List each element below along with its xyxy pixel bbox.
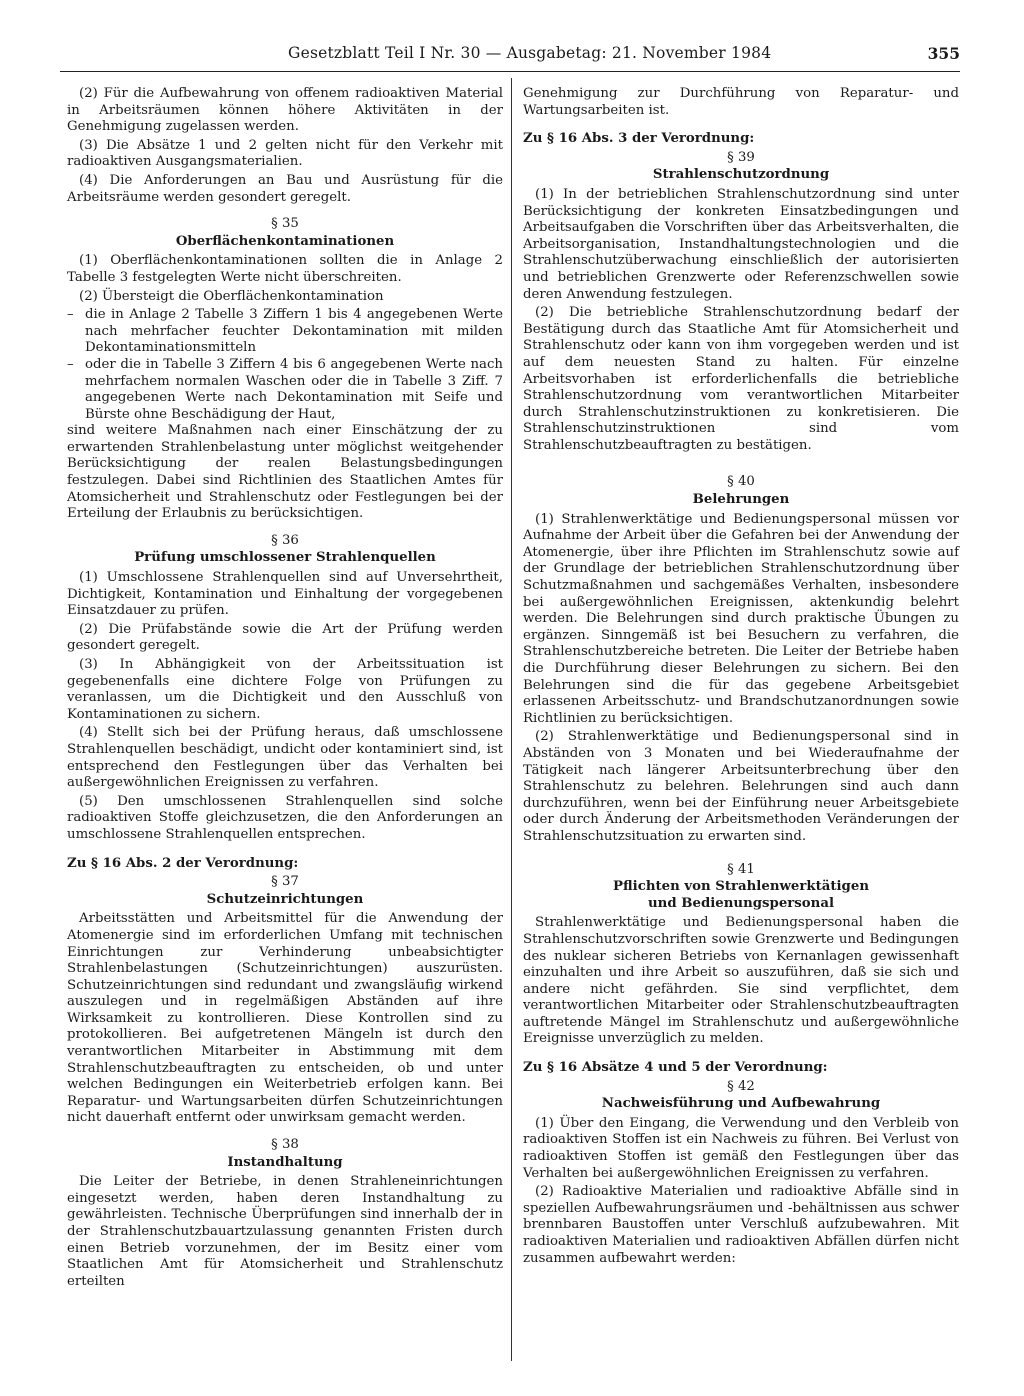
section-title: Schutzeinrichtungen [206,891,364,907]
dash-item: – die in Anlage 2 Tabelle 3 Ziffern 1 bis 4 angegebenen Werte nach mehrfacher feuchter Dekontamination mit milden Dekontaminationsmitteln [67,307,503,356]
paragraph: Strahlenwerktätige und Bedienungspersonal haben die Strahlenschutzvorschriften sowie Grenzwerte und Bedingungen des nuklear sicheren Betriebs von Kernanlagen gewissenhaft einzuhalten und ihre Arbeit so auszuführen, daß sie sich und andere nicht gefährden. Sie sind verpflichtet, dem verantwortlichen Mitarbeiter oder Strahlenschutzbeauftragten auftretende Mängel im Strahlenschutz und außergewöhnliche Ereignisse unverzüglich zu melden. [523,915,959,1047]
running-head: Gesetzblatt Teil I Nr. 30 — Ausgabetag: 21. November 1984 [288,44,772,62]
paragraph: (3) Die Absätze 1 und 2 gelten nicht für den Verkehr mit radioaktiven Ausgangsmaterialien. [67,137,503,170]
paragraph: Arbeitsstätten und Arbeitsmittel für die Anwendung der Atomenergie sind im erforderlichen Umfang mit technischen Einrichtungen zur Verhinderung unbeabsichtigter Strahlenbelastungen (Schutzeinrichtungen) auszurüsten. Schutzeinrichtungen sind redundant und zwangsläufig wirkend auszulegen und in regelmäßigen Abständen auf ihre Wirksamkeit zu kontrollieren. Diese Kontrollen sind zu protokollieren. Bei aufgetretenen Mängeln ist durch den verantwortlichen Mitarbeiter in Abstimmung mit dem Strahlenschutzbeauftragten zu entscheiden, ob und unter welchen Bedingungen ein Weiterbetrieb erfolgen kann. Bei Reparatur- und Wartungsarbeiten dürfen Schutzeinrichtungen nicht dauerhaft entfernt oder unwirksam gemacht werden. [67,911,503,1126]
paragraph: (4) Die Anforderungen an Bau und Ausrüstung für die Arbeitsräume werden gesondert geregelt. [67,172,503,205]
section-title: Strahlenschutzordnung [652,167,830,183]
dash-item-text: oder die in Tabelle 3 Ziffern 4 bis 6 angegebenen Werte nach mehrfachem normalen Waschen oder die in Tabelle 3 Ziff. 7 angegebenen Werte nach Dekontamination mit Seife und Bürste ohne Beschädigung der Haut, [85,356,503,422]
paragraph: (5) Den umschlossenen Strahlenquellen sind solche radioaktiven Stoffe gleichzusetzen, die den Anforderungen an umschlossene Strahlenquellen entsprechen. [67,793,503,842]
paragraph: (1) In der betrieblichen Strahlenschutzordnung sind unter Berücksichtigung der konkreten Einsatzbedingungen und Arbeitsaufgaben die Vorschriften über das Arbeitsverhalten, die Arbeitsorganisation, Instandhaltungstechnologien und die Strahlenschutzüberwachung einschließlich der autorisierten und betrieblichen Grenzwerte oder Referenzschwellen sowie deren Anwendung festzulegen. [523,186,959,302]
section-title: Prüfung umschlossener Strahlenquellen [134,550,436,566]
section-number: § 41 [727,861,755,877]
regulation-reference: Zu § 16 Absätze 4 und 5 der Verordnung: [523,1060,828,1076]
left-column [67,86,503,1292]
paragraph: (2) Für die Aufbewahrung von offenem radioaktiven Material in Arbeitsräumen können höhere Aktivitäten in der Genehmigung zugelassen werden. [67,86,503,135]
section-title: Nachweisführung und Aufbewahrung [601,1096,881,1112]
paragraph: Die Leiter der Betriebe, in denen Strahleneinrichtungen eingesetzt werden, haben deren Instandhaltung zu gewährleisten. Technische Überprüfungen sind innerhalb der in der Strahlenschutzbauartzulassung genannten Fristen durch einen Betrieb vorzunehmen, der im Besitz einer vom Staatlichen Amt für Atomsicherheit und Strahlenschutz erteilten [67,1174,503,1289]
section-number: § 35 [271,216,299,232]
paragraph: (2) Übersteigt die Oberflächenkontamination [79,288,384,304]
paragraph: Genehmigung zur Durchführung von Reparatur- und Wartungsarbeiten ist. [523,86,959,118]
paragraph: (2) Radioaktive Materialien und radioaktive Abfälle sind in speziellen Aufbewahrungsräumen und -behältnissen aus schwer brennbaren Baustoffen unter Verschluß aufzubewahren. Mit radioaktiven Materialien und radioaktiven Abfällen dürfen nicht zusammen aufbewahrt werden: [523,1184,959,1266]
section-title: Pflichten von Strahlenwerktätigen [613,879,869,895]
paragraph: (2) Strahlenwerktätige und Bedienungspersonal sind in Abständen von 3 Monaten und bei Wiederaufnahme der Tätigkeit nach längerer Arbeitsunterbrechung über den Strahlenschutz zu belehren. Belehrungen sind auch dann durchzuführen, wenn bei der Einführung neuer Arbeitsgebiete oder durch Änderung der Arbeitsmethoden Veränderungen der Strahlenschutzsituation zu erwarten sind. [523,729,959,844]
section-number: § 38 [271,1137,299,1153]
section-title: Instandhaltung [227,1154,343,1170]
section-number: § 39 [727,149,755,165]
page-number: 355 [927,44,960,63]
paragraph: (1) Umschlossene Strahlenquellen sind auf Unversehrtheit, Dichtigkeit, Kontamination und Einhaltung der vorgegebenen Einsatzdauer zu prüfen. [67,570,503,619]
page-header [60,44,962,72]
paragraph: (4) Stellt sich bei der Prüfung heraus, daß umschlossene Strahlenquellen beschädigt, undicht oder kontaminiert sind, ist entsprechend den Festlegungen über das Verhalten bei außergewöhnlichen Ereignissen zu verfahren. [67,725,503,791]
dash-item: – oder die in Tabelle 3 Ziffern 4 bis 6 angegebenen Werte nach mehrfachem normalen Waschen oder die in Tabelle 3 Ziff. 7 angegebenen Werte nach Dekontamination mit Seife und Bürste ohne Beschädigung der Haut, [67,356,503,422]
paragraph: (2) Die betriebliche Strahlenschutzordnung bedarf der Bestätigung durch das Staatliche Amt für Atomsicherheit und Strahlenschutz oder kann von ihm vorgegeben werden und ist auf dem neuesten Stand zu halten. Für einzelne Arbeitsvorhaben ist erforderlichenfalls die betriebliche Strahlenschutzordnung vom verantwortlichen Mitarbeiter durch Strahlenschutzinstruktionen zu konkretisieren. Die Strahlenschutzinstruktionen sind vom Strahlenschutzbeauftragten zu bestätigen. [523,305,959,453]
regulation-reference: Zu § 16 Abs. 3 der Verordnung: [523,131,755,147]
paragraph: (3) In Abhängigkeit von der Arbeitssituation ist gegebenenfalls eine dichtere Folge von Prüfungen zu veranlassen, um die Dichtigkeit und den Ausschluß von Kontaminationen zu sichern. [67,657,503,722]
section-number: § 42 [727,1078,755,1094]
regulation-reference: Zu § 16 Abs. 2 der Verordnung: [67,855,299,871]
paragraph: (1) Oberflächenkontaminationen sollten die in Anlage 2 Tabelle 3 festgelegten Werte nicht überschreiten. [67,253,503,285]
column-divider [511,78,512,1361]
paragraph: (2) Die Prüfabstände sowie die Art der Prüfung werden gesondert geregelt. [67,621,503,654]
paragraph: sind weitere Maßnahmen nach einer Einschätzung der zu erwartenden Strahlenbelastung unter möglichst weitgehender Berücksichtigung der realen Belastungsbedingungen festzulegen. Dabei sind Richtlinien des Staatlichen Amtes für Atomsicherheit und Strahlenschutz oder Festlegungen bei der Erteilung der Erlaubnis zu berücksichtigen. [67,423,503,522]
right-column [523,86,959,1269]
paragraph: (1) Über den Eingang, die Verwendung und den Verbleib von radioaktiven Stoffen ist ein Nachweis zu führen. Bei Verlust von radioaktiven Stoffen ist gemäß den Festlegungen über das Verhalten bei außergewöhnlichen Ereignissen zu verfahren. [523,1115,959,1181]
section-title: Oberflächenkontaminationen [175,233,395,249]
header-rule [60,71,960,72]
dash-item-text: die in Anlage 2 Tabelle 3 Ziffern 1 bis 4 angegebenen Werte nach mehrfacher feuchter Dekontamination mit milden Dekontaminationsmitteln [85,307,503,356]
section-number: § 36 [271,532,299,548]
section-title-line-2: und Bedienungspersonal [647,895,834,911]
section-number: § 37 [271,874,299,890]
section-number: § 40 [727,474,755,490]
section-title: Belehrungen [692,492,790,508]
paragraph: (1) Strahlenwerktätige und Bedienungspersonal müssen vor Aufnahme der Arbeit über die Gefahren bei der Anwendung der Atomenergie, über ihre Pflichten im Strahlenschutz sowie auf der Grundlage der betrieblichen Strahlenschutzordnung über Schutzmaßnahmen und sachgemäßes Verhalten, insbesondere bei außergewöhnlichen Ereignissen, aktenkundig belehrt werden. Die Belehrungen sind durch praktische Übungen zu ergänzen. Sinngemäß ist bei Besuchern zu verfahren, die Strahlenschutzbereiche betreten. Die Leiter der Betriebe haben die Durchführung dieser Belehrungen zu sichern. Bei den Belehrungen sind die für das gegebene Arbeitsgebiet erlassenen Arbeitsschutz- und Brandschutzanordnungen sowie Richtlinien zu berücksichtigen. [523,511,959,726]
